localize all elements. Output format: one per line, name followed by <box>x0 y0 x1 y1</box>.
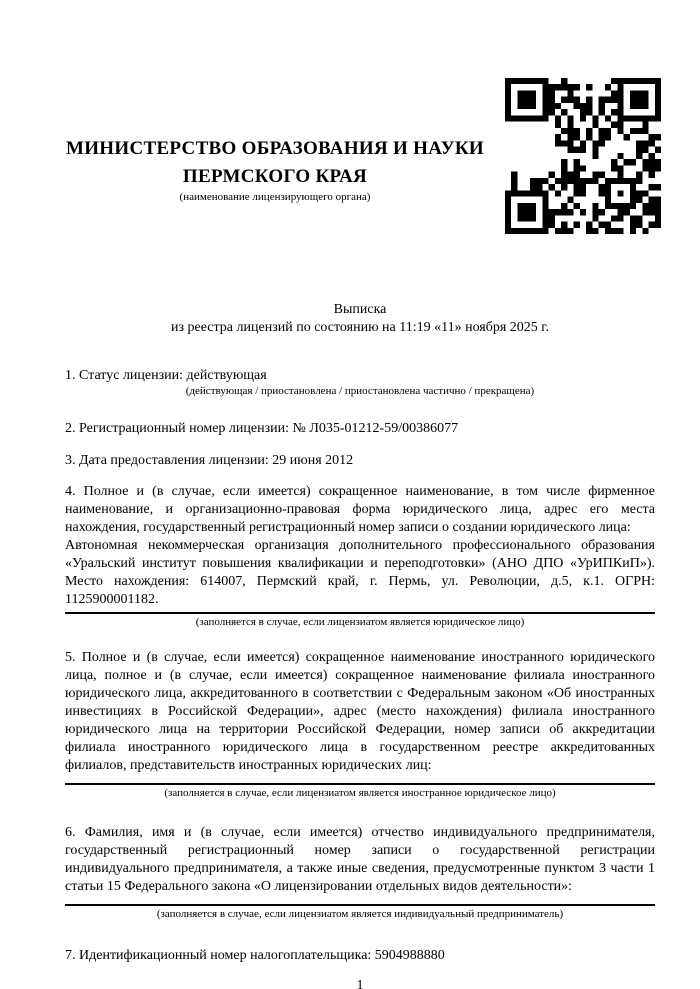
fill-in-line-entrepreneur <box>65 904 655 906</box>
license-status-line: 1. Статус лицензии: действующая <box>65 368 267 383</box>
authority-name-line2: ПЕРМСКОГО КРАЯ <box>182 166 368 187</box>
legal-entity-clause: 4. Полное и (в случае, если имеется) сокращенное наименование, в том числе фирменное наименование, и организационно-правовая форма юридического лица, адрес его места нахождения, государственный регистрационный номер записи о создании юридического лица: <box>65 484 655 535</box>
licensing-authority-header <box>65 135 485 204</box>
title-line2: из реестра лицензий по состоянию на 11:19 «11» ноября 2025 г. <box>171 320 549 335</box>
page-number: 1 <box>356 978 364 989</box>
license-status-options-caption: (действующая / приостановлена / приостановлена частично / прекращена) <box>185 385 535 397</box>
document-title <box>65 301 655 337</box>
document-body <box>65 301 655 989</box>
entrepreneur-caption: (заполняется в случае, если лицензиатом является индивидуальный предприниматель) <box>156 908 564 920</box>
authority-name-line1: МИНИСТЕРСТВО ОБРАЗОВАНИЯ И НАУКИ <box>65 138 485 159</box>
foreign-entity-caption: (заполняется в случае, если лицензиатом является иностранное юридическое лицо) <box>164 787 556 799</box>
legal-entity-value: Автономная некоммерческая организация дополнительного профессионального образования «Уральский институт повышения квалификации и переподготовки» (АНО ДПО «УрИПКиП»). Место нахождения: 614007, Пермский край, г. Пермь, ул. Революции, д.5, к.1. ОГРН: 1125900001182. <box>65 538 655 607</box>
authority-caption: (наименование лицензирующего органа) <box>179 191 371 203</box>
license-grant-date-line: 3. Дата предоставления лицензии: 29 июня 2012 <box>65 453 354 468</box>
fill-in-line-foreign-entity <box>65 783 655 785</box>
taxpayer-id-line: 7. Идентификационный номер налогоплательщика: 5904988880 <box>65 948 445 963</box>
entrepreneur-clause: 6. Фамилия, имя и (в случае, если имеется) отчество индивидуального предпринимателя, государственный регистрационный номер записи о государственной регистрации индивидуального предпринимателя, а также иные сведения, предусмотренные пунктом 3 части 1 статьи 15 Федерального закона «О лицензировании отдельных видов деятельности»: <box>65 825 655 894</box>
qr-code <box>505 78 661 234</box>
license-registration-number-line: 2. Регистрационный номер лицензии: № Л035-01212-59/00386077 <box>65 421 459 436</box>
title-line1: Выписка <box>333 302 387 317</box>
legal-entity-caption: (заполняется в случае, если лицензиатом является юридическое лицо) <box>195 616 525 628</box>
fill-in-line-legal-entity <box>65 612 655 614</box>
foreign-entity-clause: 5. Полное и (в случае, если имеется) сокращенное наименование иностранного юридического лица, полное и (в случае, если имеется) сокращенное наименование филиала иностранного юридического лица, аккредитованного в соответствии с Федеральным законом «Об иностранных инвестициях в Российской Федерации», адрес (место нахождения) филиала иностранного юридического лица на территории Российской Федерации, номер записи об аккредитации филиала иностранного юридического лица в государственном реестре аккредитованных филиалов, представительств иностранных юридических лиц: <box>65 650 655 773</box>
